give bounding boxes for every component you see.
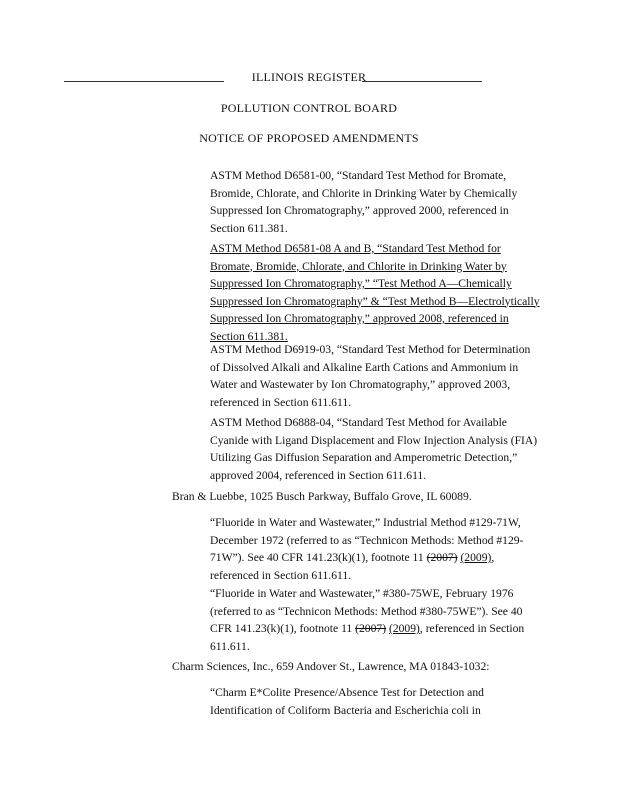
paragraph-astm-d6581-08: ASTM Method D6581-08 A and B, “Standard Test Method for Bromate, Bromide, Chlorate, and Chlorite in Drinking Water by Suppressed Ion Chromatography,” “Test Method A—Chemically Suppressed Ion Chromatography” & “Test Method B—Electrolytically Suppressed Ion Chromatography,” approved 2008, referenced in Section 611.381. [210, 242, 540, 343]
technicon-380-new-year: (2009) [388, 622, 420, 635]
technicon-129-new-year: (2009) [460, 551, 492, 564]
technicon-380-reference: , referenced in Section 611.611. [210, 622, 525, 653]
technicon-380-text: “Fluoride in Water and Wastewater,” #380-75WE, February 1976 (referred to as “Technicon Methods: Method #380-75WE”). See 40 CFR 141.23(k)(1), footnote 11 [210, 587, 523, 635]
register-title: ILLINOIS REGISTER [251, 70, 367, 84]
paragraph-astm-d6581-00: ASTM Method D6581-00, “Standard Test Method for Bromate, Bromide, Chlorate, and Chlorite in Drinking Water by Chemically Suppressed Ion Chromatography,” approved 2000, referenced in Section 611.381. [210, 169, 518, 235]
paragraph-charm-ecolite: “Charm E*Colite Presence/Absence Test for Detection and Identification of Coliform Bacteria and Escherichia coli in [210, 686, 484, 717]
technicon-129-text: “Fluoride in Water and Wastewater,” Industrial Method #129-71W, December 1972 (referred to as “Technicon Methods: Method #129-71W”). See 40 CFR 141.23(k)(1), footnote 11 [210, 516, 524, 564]
paragraph-technicon-129 [210, 514, 540, 584]
technicon-380-deleted-year: (2007) [355, 622, 387, 635]
notice-title: NOTICE OF PROPOSED AMENDMENTS [199, 131, 419, 145]
board-title: POLLUTION CONTROL BOARD [220, 101, 398, 115]
paragraph-astm-d6888-04: ASTM Method D6888-04, “Standard Test Method for Available Cyanide with Ligand Displacement and Flow Injection Analysis (FIA) Utilizing Gas Diffusion Separation and Amperometric Detection,” approved 2004, referenced in Section 611.611. [210, 416, 538, 482]
technicon-129-reference: , referenced in Section 611.611. [210, 551, 495, 582]
paragraph-astm-d6919-03: ASTM Method D6919-03, “Standard Test Method for Determination of Dissolved Alkali and Alkaline Earth Cations and Ammonium in Water and Wastewater by Ion Chromatography,” approved 2003, referenced in Section 611.611. [210, 343, 531, 409]
paragraph-bran-luebbe: Bran & Luebbe, 1025 Busch Parkway, Buffalo Grove, IL 60089. [172, 490, 472, 503]
technicon-129-deleted-year: (2007) [426, 551, 458, 564]
paragraph-technicon-380 [210, 585, 540, 655]
paragraph-charm-sciences: Charm Sciences, Inc., 659 Andover St., Lawrence, MA 01843-1032: [172, 660, 490, 673]
